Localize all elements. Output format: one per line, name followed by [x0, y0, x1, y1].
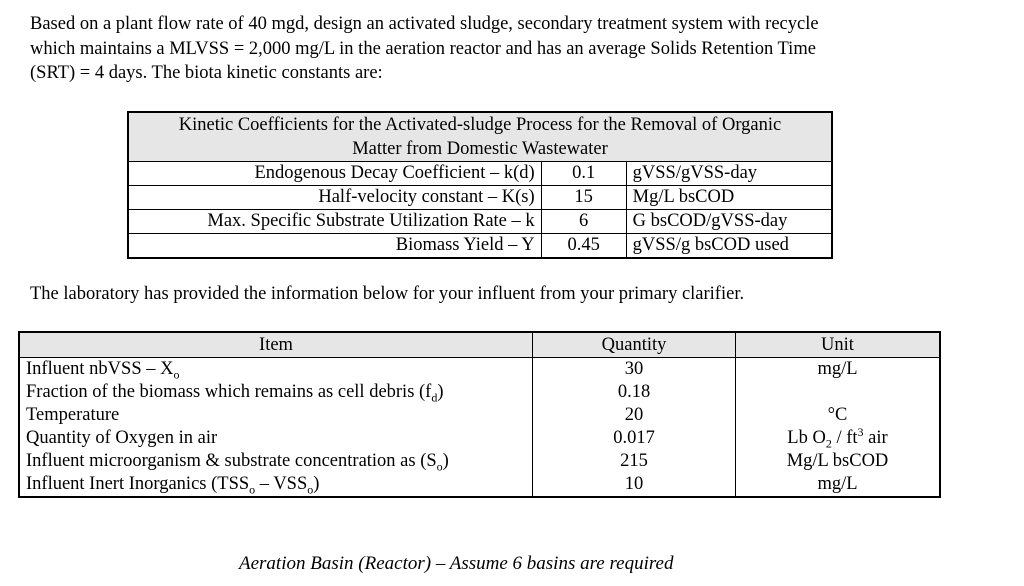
quantity-cell: 0.18: [533, 381, 736, 404]
unit-cell: mg/L: [817, 474, 858, 494]
table-row: [128, 234, 832, 259]
table-row: [19, 427, 940, 450]
influent-table: [18, 331, 941, 498]
item-cell: Quantity of Oxygen in air: [19, 427, 533, 450]
kinetic-table-caption: [128, 112, 832, 162]
item-cell: Temperature: [19, 404, 533, 427]
item-cell: Fraction of the biomass which remains as cell debris $(f_d)$: [19, 381, 533, 404]
aeration-basin-heading: Aeration Basin (Reactor) – Assume 6 basins are required: [239, 553, 674, 574]
item-cell: Influent nbVSS – $X_o$: [19, 358, 533, 382]
param-cell: Max. Specific Substrate Utilization Rate – k: [128, 210, 541, 234]
param-cell: Half-velocity constant – K(s): [128, 186, 541, 210]
intro-line-3: (SRT) = 4 days. The biota kinetic constants are:: [30, 63, 383, 83]
caption-line-1: Kinetic Coefficients for the Activated-sludge Process for the Removal of Organic: [178, 115, 782, 135]
value-cell: 0.45: [541, 234, 626, 259]
intro-line-2: which maintains a MLVSS = 2,000 mg/L in the aeration reactor and has an average Solids Retention Time: [30, 38, 816, 59]
param-cell: Endogenous Decay Coefficient – k(d): [128, 162, 541, 186]
quantity-cell: 30: [533, 358, 736, 382]
lab-info-text: The laboratory has provided the information below for your influent from your primary clarifier.: [30, 284, 745, 304]
caption-line-2: Matter from Domestic Wastewater: [352, 139, 608, 159]
quantity-cell: 20: [533, 404, 736, 427]
header-item: Item: [19, 332, 533, 358]
unit-cell: Lb $O_2 / ft^3$ air: [787, 424, 888, 451]
unit-cell: gVSS/g bsCOD used: [626, 234, 832, 259]
quantity-cell: 10: [533, 473, 736, 497]
item-cell: Influent Inert Inorganics $(TSS_o - VSS_o)$: [19, 473, 533, 497]
table-row: [128, 210, 832, 234]
unit-cell: [736, 381, 941, 404]
value-cell: 6: [541, 210, 626, 234]
value-cell: 0.1: [541, 162, 626, 186]
table-row: [19, 450, 940, 473]
header-quantity: Quantity: [533, 332, 736, 358]
influent-table-header: [19, 332, 940, 358]
quantity-cell: 0.017: [533, 427, 736, 450]
unit-cell: G bsCOD/gVSS-day: [626, 210, 832, 234]
quantity-cell: 215: [533, 450, 736, 473]
table-row: [19, 381, 940, 404]
unit-cell: °C: [827, 405, 848, 425]
header-unit: Unit: [736, 332, 941, 358]
unit-cell: gVSS/gVSS-day: [626, 162, 832, 186]
item-cell: Influent microorganism & substrate concentration as $(S_o)$: [19, 450, 533, 473]
unit-cell: mg/L: [817, 359, 858, 379]
table-row: [128, 162, 832, 186]
problem-statement: [30, 12, 990, 86]
table-row: [128, 186, 832, 210]
intro-line-1: Based on a plant flow rate of 40 mgd, design an activated sludge, secondary treatment system with recycle: [30, 14, 819, 34]
table-row: [19, 404, 940, 427]
table-row: [19, 473, 940, 497]
unit-cell: Mg/L bsCOD: [626, 186, 832, 210]
param-cell: Biomass Yield – Y: [128, 234, 541, 259]
table-row: [19, 358, 940, 382]
value-cell: 15: [541, 186, 626, 210]
unit-cell: Mg/L bsCOD: [786, 451, 889, 471]
kinetic-coefficients-table: [127, 111, 833, 259]
